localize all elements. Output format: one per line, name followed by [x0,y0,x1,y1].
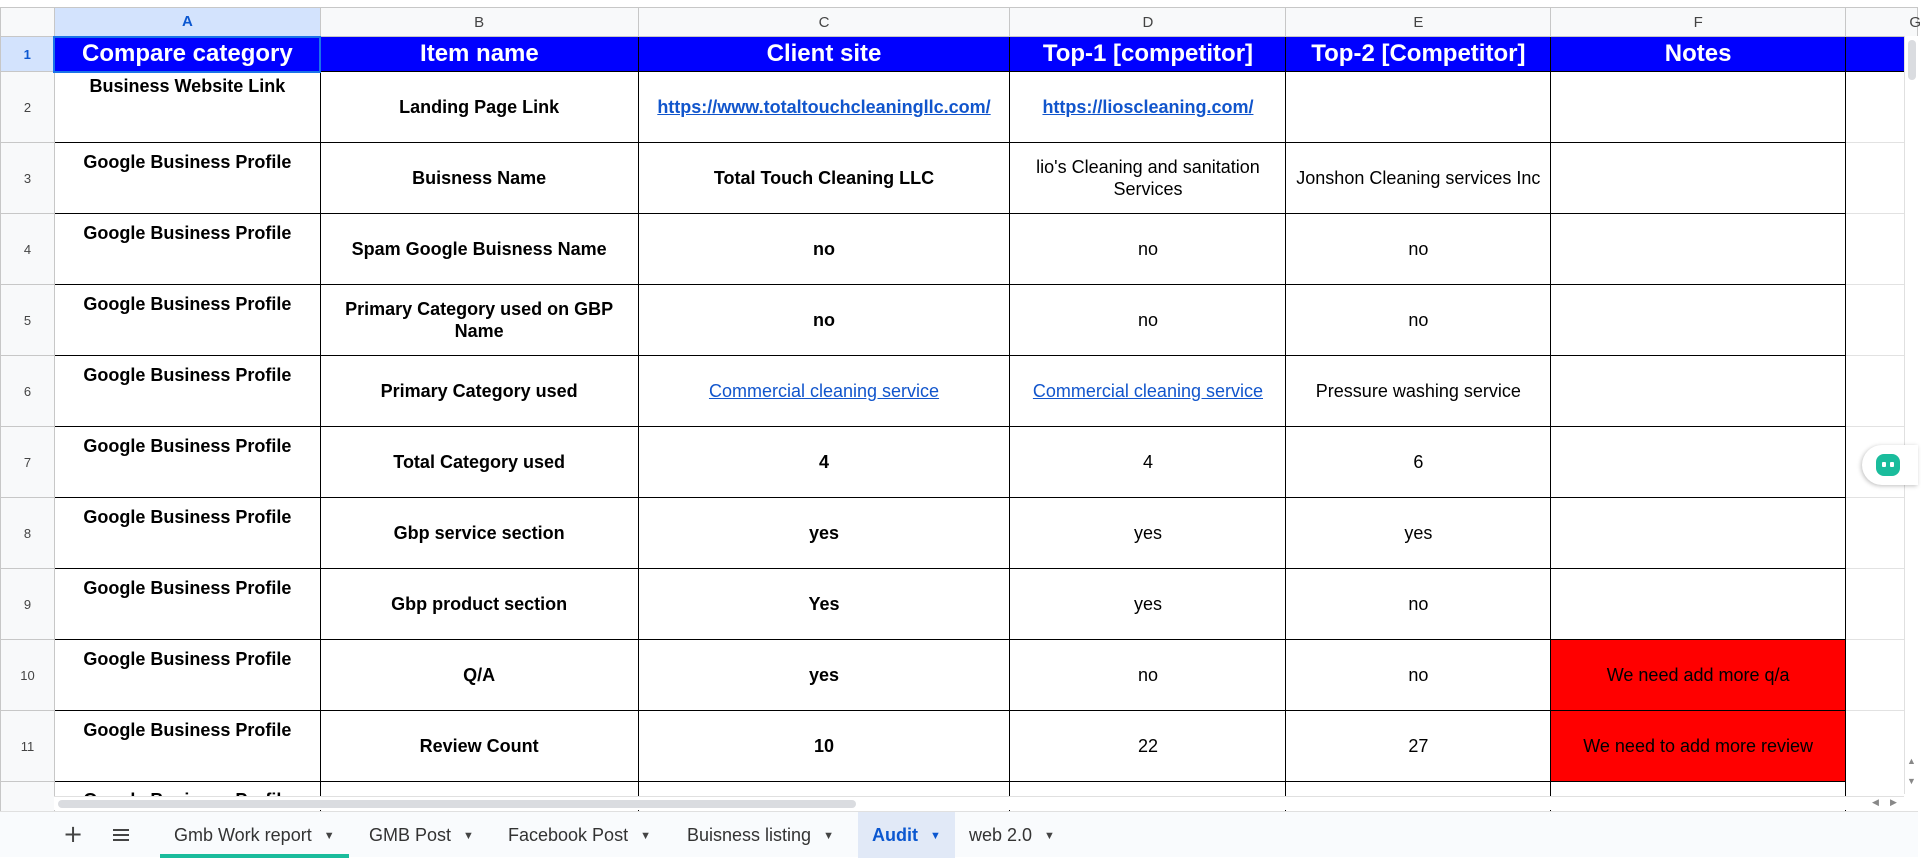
cell-item-name[interactable]: Primary Category used [320,356,638,427]
cell-top1[interactable]: lio's Cleaning and sanitation Services [1010,143,1286,214]
table-row [1,569,1918,640]
caret-down-icon[interactable]: ▼ [463,830,474,843]
cell-client-site[interactable]: 10 [638,711,1010,782]
cell-top2[interactable] [1286,72,1551,143]
scroll-up-arrow-icon[interactable]: ▲ [1907,756,1916,766]
cell-top2[interactable]: no [1286,214,1551,285]
cell-client-site[interactable]: Total Touch Cleaning LLC [638,143,1010,214]
client-site-link[interactable]: https://www.totaltouchcleaningllc.com/ [657,97,991,117]
cell-item-name[interactable]: Review Count [320,711,638,782]
top1-site-link[interactable]: https://lioscleaning.com/ [1042,97,1254,117]
cell-client-site[interactable]: no [638,214,1010,285]
cell-item-name[interactable]: Spam Google Buisness Name [320,214,638,285]
caret-down-icon[interactable]: ▼ [823,830,834,843]
column-header-b[interactable]: B [320,8,638,37]
cell-top1[interactable] [1010,72,1286,143]
cell-notes[interactable] [1551,72,1846,143]
vertical-scroll-thumb[interactable] [1908,40,1916,80]
cell-notes[interactable] [1551,569,1846,640]
row-number[interactable]: 4 [1,214,55,285]
cell-client-site[interactable]: Yes [638,569,1010,640]
menu-lines [113,829,129,841]
cell-notes[interactable] [1551,427,1846,498]
sheet-tab-label: Gmb Work report [174,825,312,845]
sheet-tab-label: Audit [872,825,918,845]
row-number[interactable]: 8 [1,498,55,569]
cell-top2[interactable]: Pressure washing service [1286,356,1551,427]
cell-notes[interactable] [1551,356,1846,427]
header-compare-category[interactable]: Compare category [54,37,320,72]
cell-item-name[interactable]: Total Category used [320,427,638,498]
table-row [1,285,1918,356]
cell-client-site[interactable] [638,356,1010,427]
header-client-site[interactable]: Client site [638,37,1010,72]
cell-compare-category[interactable]: Google Business Profile [54,356,320,427]
scroll-down-arrow-icon[interactable]: ▼ [1907,776,1916,786]
column-header-e[interactable]: E [1286,8,1551,37]
cell-top1[interactable]: 4 [1010,427,1286,498]
horizontal-scroll-thumb[interactable] [58,800,856,808]
table-row [1,640,1918,711]
cell-client-site[interactable]: 4 [638,427,1010,498]
client-category-link[interactable]: Commercial cleaning service [708,381,940,401]
column-header-row [1,8,1918,37]
row-number[interactable]: 5 [1,285,55,356]
cell-client-site[interactable]: yes [638,498,1010,569]
header-row [1,37,1918,72]
select-all-corner[interactable] [1,8,55,37]
table-row [1,711,1918,782]
row-number[interactable]: 11 [1,711,55,782]
sheet-grid [0,7,1921,853]
cell-client-site[interactable] [638,72,1010,143]
row-number[interactable]: 6 [1,356,55,427]
menu-icon[interactable] [106,820,136,850]
cell-compare-category[interactable]: Google Business Profile [54,427,320,498]
sheet-tab-facebook-post[interactable] [494,812,665,858]
cell-item-name[interactable]: Q/A [320,640,638,711]
sheet-tab-label: GMB Post [369,825,452,845]
top1-category-link[interactable]: Commercial cleaning service [1032,381,1263,401]
sheet-tab-buisness-listing[interactable] [673,812,848,858]
row-number[interactable]: 9 [1,569,55,640]
vertical-scrollbar[interactable] [1904,36,1918,794]
table-row [1,356,1918,427]
cell-compare-category[interactable]: Google Business Profile [54,498,320,569]
cell-top1[interactable] [1010,356,1286,427]
cell-notes-highlighted[interactable]: We need add more q/a [1551,640,1846,711]
column-header-c[interactable]: C [638,8,1010,37]
cell-notes[interactable] [1551,498,1846,569]
cell-item-name[interactable]: Gbp product section [320,569,638,640]
table-row [1,214,1918,285]
cell-top1[interactable]: yes [1010,569,1286,640]
cell-top2[interactable]: yes [1286,498,1551,569]
column-header-g-label: G [1909,13,1921,31]
table-row [1,143,1918,214]
header-top1-competitor[interactable]: Top-1 [competitor] [1010,37,1286,72]
column-header-g[interactable] [1846,8,1921,37]
cell-item-name[interactable]: Landing Page Link [320,72,638,143]
column-header-d[interactable]: D [1010,8,1286,37]
cell-item-name[interactable]: Primary Category used on GBP Name [320,285,638,356]
chat-icon-shape [1876,454,1900,476]
cell-top2[interactable]: no [1286,285,1551,356]
cell-compare-category[interactable]: Google Business Profile [54,285,320,356]
cell-item-name[interactable]: Buisness Name [320,143,638,214]
row-number[interactable]: 1 [1,37,55,72]
column-header-f[interactable]: F [1551,8,1846,37]
cell-top1[interactable]: 22 [1010,711,1286,782]
header-top2-competitor[interactable]: Top-2 [Competitor] [1286,37,1551,72]
row-number[interactable]: 2 [1,72,55,143]
sheet-tab-web-2[interactable] [955,812,1069,858]
cell-client-site[interactable]: no [638,285,1010,356]
cell-compare-category[interactable]: Business Website Link [54,72,320,143]
sheet-tab-label: Buisness listing [687,825,812,845]
cell-client-site[interactable]: yes [638,640,1010,711]
caret-down-icon[interactable]: ▼ [640,830,651,843]
cell-top2[interactable]: 27 [1286,711,1551,782]
cell-compare-category[interactable]: Google Business Profile [54,214,320,285]
scroll-right-arrow-icon[interactable]: ▶ [1890,797,1897,807]
row-number[interactable]: 3 [1,143,55,214]
cell-compare-category[interactable]: Google Business Profile [54,569,320,640]
cell-item-name[interactable]: Gbp service section [320,498,638,569]
cell-top2[interactable]: 6 [1286,427,1551,498]
cell-top1[interactable]: no [1010,214,1286,285]
horizontal-scrollbar[interactable] [54,796,1904,810]
cell-top1[interactable]: no [1010,640,1286,711]
header-item-name[interactable]: Item name [320,37,638,72]
cell-top2[interactable]: no [1286,640,1551,711]
table-row [1,427,1918,498]
caret-down-icon[interactable]: ▼ [929,830,941,843]
tab-color-indicator [160,854,349,858]
header-notes[interactable]: Notes [1551,37,1846,72]
row-number[interactable]: 7 [1,427,55,498]
plus-icon[interactable]: + [62,820,84,848]
cell-top1[interactable]: yes [1010,498,1286,569]
row-number[interactable]: 10 [1,640,55,711]
caret-down-icon[interactable]: ▼ [1044,830,1055,843]
column-header-a[interactable]: A [54,8,320,37]
table-row [1,72,1918,143]
sheet-tab-gmb-post[interactable] [355,812,488,858]
sheet-tab-audit[interactable] [858,812,955,858]
cell-notes[interactable] [1551,214,1846,285]
cell-compare-category[interactable]: Google Business Profile [54,640,320,711]
sheet-tab-label: Facebook Post [508,825,629,845]
cell-notes-highlighted[interactable]: We need to add more review [1551,711,1846,782]
sheet-tab-gmb-work-report[interactable] [160,812,349,858]
cell-top1[interactable]: no [1010,285,1286,356]
table-row [1,498,1918,569]
cell-notes[interactable] [1551,285,1846,356]
cell-compare-category[interactable]: Google Business Profile [54,711,320,782]
cell-top2[interactable]: Jonshon Cleaning services Inc [1286,143,1551,214]
sheet-tab-label: web 2.0 [969,825,1033,845]
caret-down-icon[interactable]: ▼ [323,830,335,843]
cell-notes[interactable] [1551,143,1846,214]
scroll-left-arrow-icon[interactable]: ◀ [1872,797,1879,807]
cell-top2[interactable]: no [1286,569,1551,640]
cell-compare-category[interactable]: Google Business Profile [54,143,320,214]
sheet-tab-bar [0,811,1918,857]
chat-bubble-icon[interactable] [1862,445,1918,485]
